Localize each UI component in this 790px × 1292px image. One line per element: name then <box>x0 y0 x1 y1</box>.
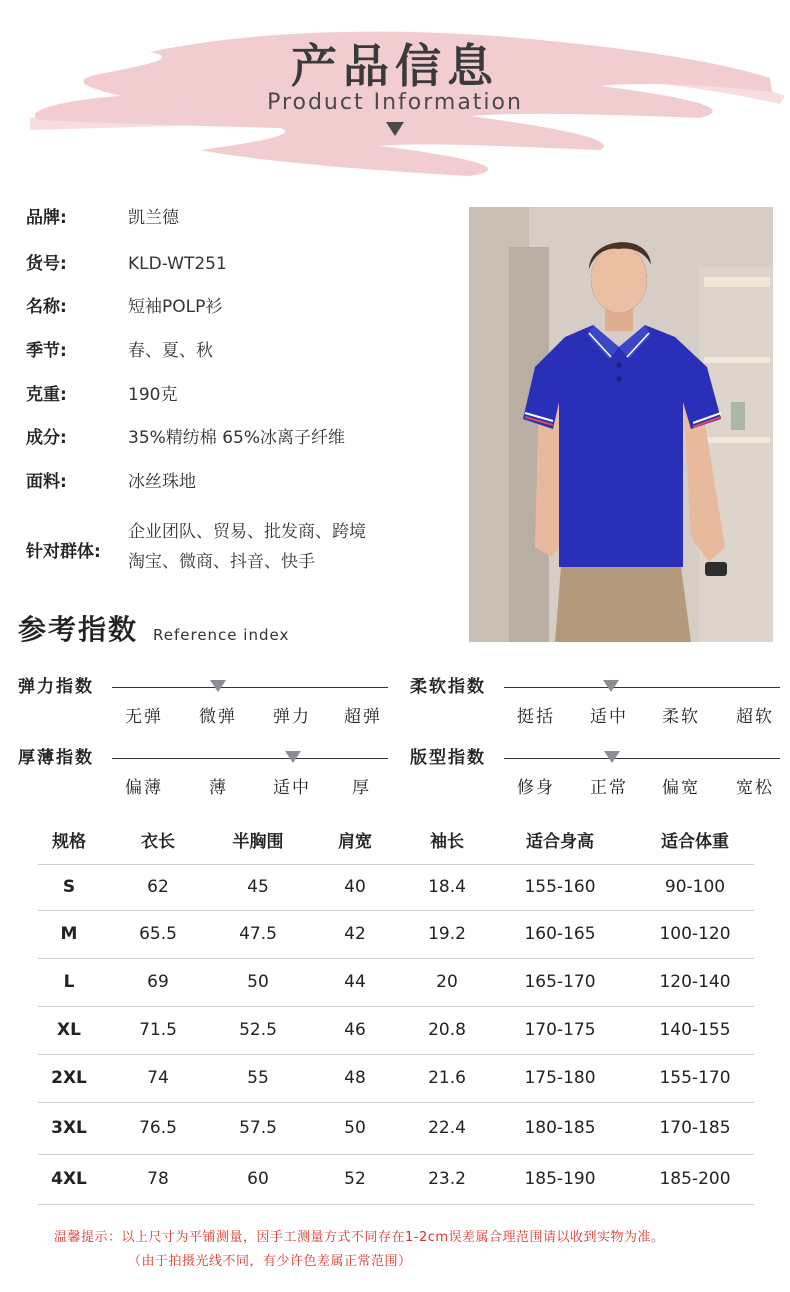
table-cell: 165-170 <box>484 958 636 1006</box>
table-cell: 48 <box>300 1054 410 1102</box>
index-scale-line <box>504 687 780 688</box>
table-header-cell: 规格 <box>38 816 100 864</box>
index-option: 超弹 <box>344 707 382 727</box>
index-scale-line <box>504 758 780 759</box>
table-row <box>38 1006 754 1054</box>
index-option: 适中 <box>273 778 311 798</box>
index-option: 柔软 <box>662 707 700 727</box>
table-cell: 18.4 <box>410 864 484 910</box>
page-subtitle: Product Information <box>267 90 523 115</box>
table-row <box>38 958 754 1006</box>
index-scale-line <box>112 758 388 759</box>
info-value: 凯兰德 <box>128 208 179 228</box>
size-table <box>38 816 754 1205</box>
info-label: 名称: <box>26 297 67 317</box>
index-option: 偏薄 <box>125 778 163 798</box>
info-label: 季节: <box>26 341 67 361</box>
table-cell: 20.8 <box>410 1006 484 1054</box>
product-photo <box>469 207 773 642</box>
table-cell: 42 <box>300 910 410 958</box>
index-option: 超软 <box>736 707 774 727</box>
color-difference-note: （由于拍摄光线不同，有少许色差属正常范围） <box>128 1254 412 1269</box>
table-cell: 170-175 <box>484 1006 636 1054</box>
table-cell: 22.4 <box>410 1102 484 1154</box>
table-cell: 52.5 <box>216 1006 300 1054</box>
index-option: 正常 <box>590 778 628 798</box>
table-cell: 175-180 <box>484 1054 636 1102</box>
index-label: 厚薄指数 <box>18 748 94 768</box>
table-cell: 52 <box>300 1154 410 1204</box>
table-cell: 21.6 <box>410 1054 484 1102</box>
table-row <box>38 910 754 958</box>
table-cell: 100-120 <box>636 910 754 958</box>
table-row <box>38 1054 754 1102</box>
info-value: KLD-WT251 <box>128 254 227 274</box>
info-value: 190克 <box>128 385 178 405</box>
table-row <box>38 1154 754 1204</box>
table-header-cell: 适合身高 <box>484 816 636 864</box>
table-cell: 23.2 <box>410 1154 484 1204</box>
table-cell: 65.5 <box>100 910 216 958</box>
index-thickness <box>18 746 398 806</box>
model-wearing-polo-image <box>469 207 773 642</box>
table-cell: 19.2 <box>410 910 484 958</box>
measurement-note: 温馨提示：以上尺寸为平铺测量，因手工测量方式不同存在1-2cm误差属合理范围请以收到实物为准。 <box>54 1230 665 1245</box>
table-cell: 2XL <box>38 1054 100 1102</box>
index-elasticity <box>18 675 398 735</box>
table-cell: 62 <box>100 864 216 910</box>
index-marker-icon <box>210 680 226 692</box>
table-cell: 160-165 <box>484 910 636 958</box>
table-cell: 40 <box>300 864 410 910</box>
table-cell: 120-140 <box>636 958 754 1006</box>
table-cell: 50 <box>216 958 300 1006</box>
table-cell: 185-190 <box>484 1154 636 1204</box>
table-cell: XL <box>38 1006 100 1054</box>
table-cell: 3XL <box>38 1102 100 1154</box>
info-value: 短袖POLP衫 <box>128 297 223 317</box>
index-option: 薄 <box>209 778 228 798</box>
table-cell: 140-155 <box>636 1006 754 1054</box>
table-cell: 155-170 <box>636 1054 754 1102</box>
index-label: 弹力指数 <box>18 677 94 697</box>
info-value: 淘宝、微商、抖音、快手 <box>128 552 315 572</box>
table-header-cell: 衣长 <box>100 816 216 864</box>
table-cell: 90-100 <box>636 864 754 910</box>
index-label: 版型指数 <box>410 748 486 768</box>
info-value: 春、夏、秋 <box>128 341 213 361</box>
table-row <box>38 864 754 910</box>
table-cell: S <box>38 864 100 910</box>
info-label: 针对群体: <box>26 542 101 562</box>
table-cell: 155-160 <box>484 864 636 910</box>
info-value: 企业团队、贸易、批发商、跨境 <box>128 522 366 542</box>
table-cell: 69 <box>100 958 216 1006</box>
reference-title: 参考指数 <box>18 613 139 646</box>
header-banner <box>0 0 790 195</box>
table-header-row <box>38 816 754 864</box>
table-header-cell: 适合体重 <box>636 816 754 864</box>
index-option: 挺括 <box>517 707 555 727</box>
index-option: 微弹 <box>199 707 237 727</box>
table-cell: 45 <box>216 864 300 910</box>
table-cell: 20 <box>410 958 484 1006</box>
index-marker-icon <box>285 751 301 763</box>
table-cell: 47.5 <box>216 910 300 958</box>
index-marker-icon <box>604 751 620 763</box>
index-option: 适中 <box>590 707 628 727</box>
index-option: 宽松 <box>736 778 774 798</box>
index-option: 偏宽 <box>662 778 700 798</box>
reference-subtitle: Reference index <box>153 626 290 644</box>
table-cell: 50 <box>300 1102 410 1154</box>
index-option: 弹力 <box>273 707 311 727</box>
table-cell: 46 <box>300 1006 410 1054</box>
table-header-cell: 半胸围 <box>216 816 300 864</box>
info-label: 面料: <box>26 472 67 492</box>
index-scale-line <box>112 687 388 688</box>
table-cell: 180-185 <box>484 1102 636 1154</box>
table-header-cell: 袖长 <box>410 816 484 864</box>
info-label: 成分: <box>26 428 67 448</box>
table-cell: 60 <box>216 1154 300 1204</box>
table-cell: 44 <box>300 958 410 1006</box>
table-cell: L <box>38 958 100 1006</box>
table-cell: 71.5 <box>100 1006 216 1054</box>
index-option: 厚 <box>352 778 371 798</box>
table-cell: M <box>38 910 100 958</box>
table-row <box>38 1102 754 1154</box>
index-label: 柔软指数 <box>410 677 486 697</box>
index-fit <box>410 746 790 806</box>
info-label: 品牌: <box>26 208 67 228</box>
table-cell: 170-185 <box>636 1102 754 1154</box>
table-cell: 57.5 <box>216 1102 300 1154</box>
index-softness <box>410 675 790 735</box>
table-header-cell: 肩宽 <box>300 816 410 864</box>
info-value: 35%精纺棉 65%冰离子纤维 <box>128 428 345 448</box>
table-cell: 55 <box>216 1054 300 1102</box>
table-cell: 74 <box>100 1054 216 1102</box>
info-value: 冰丝珠地 <box>128 472 196 492</box>
table-cell: 78 <box>100 1154 216 1204</box>
index-option: 无弹 <box>125 707 163 727</box>
table-cell: 76.5 <box>100 1102 216 1154</box>
index-marker-icon <box>603 680 619 692</box>
index-option: 修身 <box>517 778 555 798</box>
info-label: 克重: <box>26 385 67 405</box>
table-cell: 185-200 <box>636 1154 754 1204</box>
page-title: 产品信息 <box>291 39 499 93</box>
info-label: 货号: <box>26 254 67 274</box>
table-cell: 4XL <box>38 1154 100 1204</box>
down-arrow-icon <box>386 122 404 136</box>
